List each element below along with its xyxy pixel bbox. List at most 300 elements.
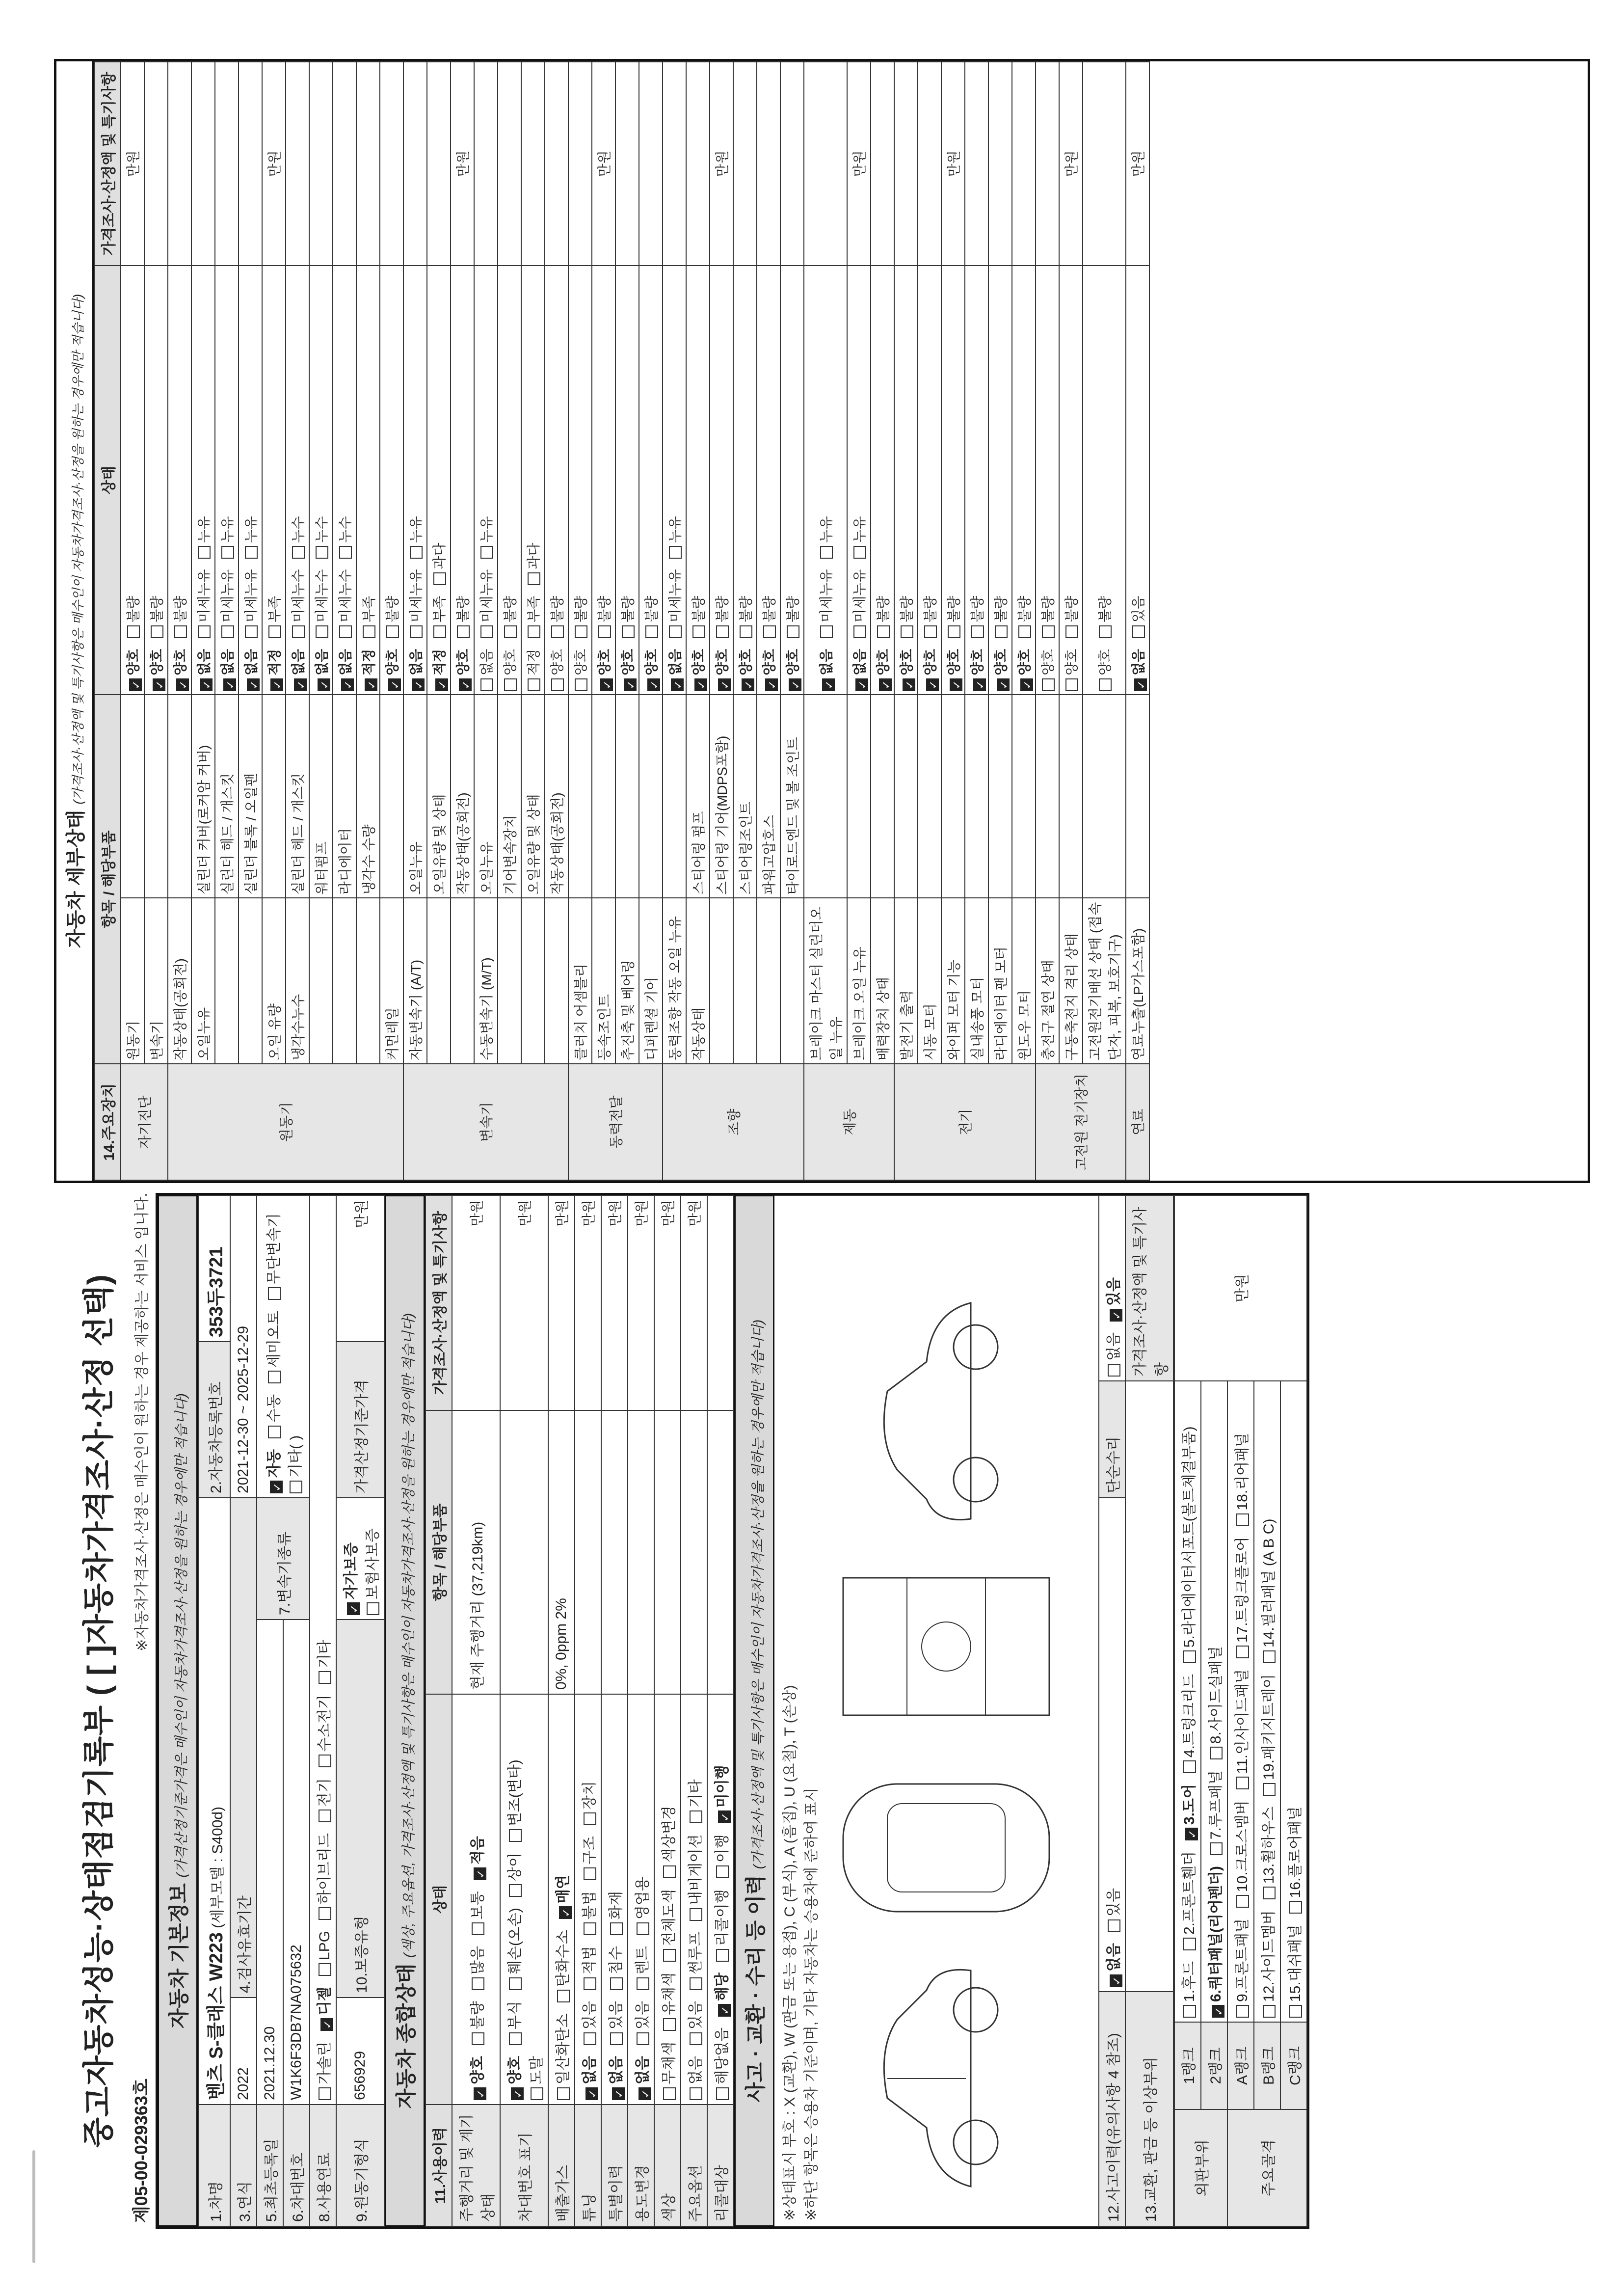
fuel-checkbox[interactable] xyxy=(312,1778,334,1822)
detail-checkbox[interactable] xyxy=(170,649,189,691)
checkbox-icon xyxy=(1065,678,1078,691)
checkbox-icon xyxy=(1236,1646,1249,1658)
option-label: 양호 xyxy=(503,648,518,675)
option-label: 있음 xyxy=(1106,1277,1122,1306)
detail-checkbox[interactable] xyxy=(264,649,284,691)
overall-checkbox[interactable] xyxy=(657,1806,678,1878)
detail-checkbox[interactable] xyxy=(547,596,566,638)
checkbox-icon xyxy=(1210,1842,1223,1855)
detail-group-label: 원동기 xyxy=(168,1064,403,1180)
option-label: 양호 xyxy=(597,648,612,675)
checkbox-icon: ✓ xyxy=(474,2087,486,2100)
detail-checkbox[interactable] xyxy=(476,516,496,558)
detail-price: 만원 xyxy=(592,62,615,266)
overall-checkbox[interactable] xyxy=(503,1908,524,1990)
rankA-checkbox[interactable] xyxy=(1230,1433,1251,1526)
rankA-checkbox[interactable] xyxy=(1230,1800,1251,1908)
detail-price xyxy=(804,62,847,266)
overall-checkbox[interactable] xyxy=(710,1889,731,1962)
detail-checkbox[interactable] xyxy=(1061,649,1081,691)
detail-checkbox[interactable] xyxy=(1128,596,1147,638)
detail-checkbox[interactable] xyxy=(240,649,260,691)
rank2-checkbox[interactable] xyxy=(1203,1866,1225,2018)
fuel-checkbox[interactable] xyxy=(312,2042,334,2100)
detail-price xyxy=(521,62,545,266)
rank2-checkbox[interactable] xyxy=(1203,1646,1225,1759)
option-label: 6.쿼터패널(리어펜더) xyxy=(1208,1866,1224,2002)
detail-checkbox[interactable] xyxy=(193,569,213,638)
detail-row xyxy=(988,62,1012,1180)
detail-checkbox[interactable] xyxy=(311,516,331,558)
detail-checkbox[interactable] xyxy=(335,569,354,638)
warranty-checkbox[interactable] xyxy=(339,1542,360,1615)
detail-checkbox[interactable] xyxy=(193,649,213,691)
checkbox-icon xyxy=(716,1949,729,1962)
overall-checkbox[interactable] xyxy=(503,1853,524,1897)
detail-subitem: 브레이크 오일 누유 xyxy=(847,898,871,1064)
overall-checkbox[interactable] xyxy=(683,2001,705,2045)
detail-checkbox[interactable] xyxy=(429,649,449,691)
detail-checkbox[interactable] xyxy=(849,516,869,558)
checkbox-icon xyxy=(669,625,682,638)
checkbox-icon xyxy=(690,1908,702,1921)
detail-checkbox[interactable] xyxy=(311,569,331,638)
detail-row xyxy=(427,62,451,1180)
detail-checkbox[interactable] xyxy=(523,596,543,638)
detail-checkbox[interactable] xyxy=(382,596,401,638)
overall-checkbox[interactable] xyxy=(683,1779,705,1823)
overall-checkbox[interactable] xyxy=(657,1889,678,1962)
overall-checkbox[interactable] xyxy=(683,1834,705,1921)
detail-options xyxy=(403,266,427,695)
option-label: 불량 xyxy=(785,595,800,622)
checkbox-icon: ✓ xyxy=(412,678,425,691)
detail-price xyxy=(568,62,592,266)
price-col: 가격조사·산정액 및 특기사항 xyxy=(426,1195,452,1410)
checkbox-icon xyxy=(551,678,564,691)
warranty-options xyxy=(336,1498,384,1620)
overall-checkbox[interactable] xyxy=(710,1972,731,2017)
detail-checkbox[interactable] xyxy=(920,596,939,638)
overall-checkbox[interactable] xyxy=(465,1946,487,1990)
detail-checkbox[interactable] xyxy=(759,649,778,691)
detail-checkbox[interactable] xyxy=(217,516,237,558)
option-label: 미세누유 xyxy=(220,569,235,622)
transmission-checkbox[interactable] xyxy=(283,1435,305,1493)
detail-checkbox[interactable] xyxy=(816,516,835,558)
detail-checkbox[interactable] xyxy=(782,649,802,691)
detail-checkbox[interactable] xyxy=(335,516,354,558)
detail-row xyxy=(686,62,710,1180)
option-label: 4.트렁크리드 xyxy=(1181,1674,1197,1758)
warranty-label: 10.보증유형 xyxy=(336,1620,384,1998)
detail-price xyxy=(733,62,757,266)
detail-status-header: 자동차 세부상태 (가격조사·산정액 및 특기사항은 매수인이 자동차가격조사·산정을 원하는 경우에만 적습니다) xyxy=(56,61,94,1181)
detail-checkbox[interactable] xyxy=(123,596,142,638)
detail-checkbox[interactable] xyxy=(429,543,449,585)
overall-checkbox[interactable] xyxy=(657,1972,678,2031)
detail-checkbox[interactable] xyxy=(816,649,835,691)
detail-checkbox[interactable] xyxy=(873,596,892,638)
detail-part xyxy=(592,695,615,898)
fuel-checkbox[interactable] xyxy=(312,1833,334,1920)
detail-price: 만원 xyxy=(1126,62,1149,266)
detail-checkbox[interactable] xyxy=(311,649,331,691)
rankA-checkbox[interactable] xyxy=(1230,1669,1251,1789)
transmission-checkbox[interactable] xyxy=(262,1449,283,1493)
overall-checkbox[interactable] xyxy=(577,1946,599,1990)
detail-checkbox[interactable] xyxy=(146,649,166,691)
detail-checkbox[interactable] xyxy=(1038,596,1057,638)
detail-checkbox[interactable] xyxy=(617,649,637,691)
detail-checkbox[interactable] xyxy=(688,596,708,638)
overall-status-note: (색상, 주요옵션, 가격조사·산정액 및 특기사항은 매수인이 자동차가격조사·산정을 원하는 경우에만 적습니다) xyxy=(401,1313,416,1958)
fuel-options xyxy=(310,1195,336,2105)
detail-checkbox[interactable] xyxy=(967,596,986,638)
detail-checkbox[interactable] xyxy=(452,649,472,691)
detail-checkbox[interactable] xyxy=(1014,649,1034,691)
checkbox-icon xyxy=(637,1922,649,1935)
detail-checkbox[interactable] xyxy=(990,596,1010,638)
overall-checkbox[interactable] xyxy=(465,2001,487,2045)
overall-row-detail xyxy=(575,1410,601,1694)
checkbox-icon: ✓ xyxy=(474,1867,486,1880)
overall-row-options xyxy=(654,1694,681,2105)
detail-checkbox[interactable] xyxy=(405,649,425,691)
detail-checkbox[interactable] xyxy=(217,649,237,691)
detail-checkbox[interactable] xyxy=(570,649,590,691)
overall-checkbox[interactable] xyxy=(465,1891,487,1935)
detail-subitem: 오일누유 xyxy=(191,898,215,1064)
overall-checkbox[interactable] xyxy=(604,1891,625,1935)
overall-checkbox[interactable] xyxy=(577,1781,599,1825)
option-label: 불량 xyxy=(1040,595,1056,622)
detail-checkbox[interactable] xyxy=(920,649,939,691)
option-label: 불량 xyxy=(993,595,1009,622)
option-label: 불량 xyxy=(970,595,985,622)
rankC-checkbox[interactable] xyxy=(1283,1924,1304,2018)
detail-checkbox[interactable] xyxy=(500,596,519,638)
detail-subitem: 고전원전기배선 상태 (접속단자, 피복, 보호기구) xyxy=(1083,898,1126,1064)
transmission-checkbox[interactable] xyxy=(262,1213,283,1300)
transmission-checkbox[interactable] xyxy=(262,1311,283,1383)
usage-history-col: 11.사용이력 xyxy=(426,2105,452,2226)
detail-checkbox[interactable] xyxy=(735,596,755,638)
warranty-checkbox[interactable] xyxy=(360,1528,382,1615)
overall-row xyxy=(500,1195,548,2226)
option-label: 내비게이션 xyxy=(688,1834,704,1906)
detail-options xyxy=(780,266,804,695)
rank2-checkbox[interactable] xyxy=(1203,1770,1225,1855)
detail-checkbox[interactable] xyxy=(896,649,916,691)
checkbox-icon xyxy=(598,625,611,638)
detail-row xyxy=(286,62,309,1180)
detail-row xyxy=(710,62,733,1180)
option-label: 자가보증 xyxy=(343,1542,359,1599)
overall-checkbox[interactable] xyxy=(710,1834,731,1878)
basic-info-table xyxy=(198,1195,385,2227)
option-label: 미세누수 xyxy=(291,569,306,622)
detail-checkbox[interactable] xyxy=(264,596,284,638)
detail-subitem: 추진축 및 베어링 xyxy=(615,898,639,1064)
checkbox-icon: ✓ xyxy=(718,1810,731,1823)
option-label: 양호 xyxy=(385,648,400,675)
accident-checkbox[interactable] xyxy=(1101,1943,1123,1987)
overall-checkbox[interactable] xyxy=(604,2056,625,2100)
detail-checkbox[interactable] xyxy=(943,649,963,691)
detail-checkbox[interactable] xyxy=(429,596,449,638)
detail-checkbox[interactable] xyxy=(759,596,778,638)
detail-checkbox[interactable] xyxy=(688,649,708,691)
option-label: 화재 xyxy=(608,1891,624,1920)
option-label: 없음 xyxy=(220,648,235,675)
rankB-checkbox[interactable] xyxy=(1256,1674,1278,1796)
checkbox-icon xyxy=(1183,1650,1196,1663)
detail-subitem xyxy=(451,898,474,1064)
fuel-checkbox[interactable] xyxy=(312,1987,334,2031)
overall-checkbox[interactable] xyxy=(577,1836,599,1880)
fuel-checkbox[interactable] xyxy=(317,1931,333,1976)
detail-checkbox[interactable] xyxy=(170,596,189,638)
detail-checkbox[interactable] xyxy=(990,649,1010,691)
detail-checkbox[interactable] xyxy=(1094,649,1114,691)
option-label: 불량 xyxy=(503,595,518,622)
option-label: 있음 xyxy=(688,2001,704,2030)
rank1-checkbox[interactable] xyxy=(1177,1784,1198,1840)
detail-checkbox[interactable] xyxy=(735,649,755,691)
detail-checkbox[interactable] xyxy=(967,649,986,691)
rankA-checkbox[interactable] xyxy=(1230,1537,1251,1659)
detail-checkbox[interactable] xyxy=(943,596,963,638)
checkbox-icon xyxy=(528,678,540,691)
rank1-checkbox[interactable] xyxy=(1177,1961,1198,2018)
option-label: 부족 xyxy=(267,595,282,622)
detail-subitem: 발전기 출력 xyxy=(894,898,918,1064)
detail-checkbox[interactable] xyxy=(1061,596,1081,638)
detail-checkbox[interactable] xyxy=(382,649,401,691)
rankB-checkbox[interactable] xyxy=(1256,1910,1278,2018)
detail-subitem: 구동축전지 격리 상태 xyxy=(1059,898,1083,1064)
overall-checkbox[interactable] xyxy=(604,2001,625,2045)
detail-checkbox[interactable] xyxy=(782,596,802,638)
detail-checkbox[interactable] xyxy=(123,649,142,691)
rankB-checkbox[interactable] xyxy=(1256,1807,1278,1900)
overall-checkbox[interactable] xyxy=(683,2056,705,2100)
detail-checkbox[interactable] xyxy=(849,569,869,638)
checkbox-icon xyxy=(610,2032,623,2045)
overall-checkbox[interactable] xyxy=(465,2056,487,2100)
checkbox-icon: ✓ xyxy=(950,678,962,691)
detail-subitem: 브레이크 마스터 실린더오일 누유 xyxy=(804,898,847,1064)
simple-repair-options xyxy=(1099,1195,1125,1381)
transmission-label: 7.변속기종류 xyxy=(257,1498,310,1620)
rankB-checkbox[interactable] xyxy=(1256,1519,1278,1664)
option-label: 많음 xyxy=(470,1946,486,1975)
detail-checkbox[interactable] xyxy=(873,649,892,691)
detail-price xyxy=(1036,62,1059,266)
overall-row-label: 용도변경 xyxy=(628,2105,654,2226)
detail-checkbox[interactable] xyxy=(816,569,835,638)
detail-checkbox[interactable] xyxy=(358,596,378,638)
overall-checkbox[interactable] xyxy=(710,2027,731,2100)
checkbox-icon xyxy=(575,678,587,691)
option-label: 없음 xyxy=(1106,1332,1122,1361)
checkbox-icon: ✓ xyxy=(879,678,892,691)
fuel-checkbox[interactable] xyxy=(312,1640,334,1684)
detail-checkbox[interactable] xyxy=(405,569,425,638)
overall-checkbox[interactable] xyxy=(630,1877,652,1935)
detail-checkbox[interactable] xyxy=(523,543,543,585)
rankA-checkbox[interactable] xyxy=(1230,1918,1251,2018)
detail-checkbox[interactable] xyxy=(193,516,213,558)
checkbox-icon xyxy=(1263,1887,1276,1899)
checkbox-icon: ✓ xyxy=(1020,678,1033,691)
overall-checkbox[interactable] xyxy=(577,2001,599,2045)
detail-checkbox[interactable] xyxy=(641,649,661,691)
accident-checkbox[interactable] xyxy=(1101,1888,1123,1932)
detail-part: 작동상태(공회전) xyxy=(451,695,474,898)
option-label: 양호 xyxy=(715,648,730,675)
detail-checkbox[interactable] xyxy=(641,596,661,638)
overall-checkbox[interactable] xyxy=(630,2001,652,2045)
detail-checkbox[interactable] xyxy=(240,569,260,638)
overall-checkbox[interactable] xyxy=(630,1946,652,1990)
detail-checkbox[interactable] xyxy=(146,596,166,638)
detail-group-label: 변속기 xyxy=(403,1064,568,1180)
detail-checkbox[interactable] xyxy=(476,649,496,691)
detail-checkbox[interactable] xyxy=(288,569,307,638)
detail-part: 오일유량 및 상태 xyxy=(521,695,545,898)
detail-checkbox[interactable] xyxy=(547,649,566,691)
overall-checkbox[interactable] xyxy=(503,1759,524,1842)
detail-checkbox[interactable] xyxy=(665,569,684,638)
overall-row xyxy=(654,1195,681,2226)
first-reg-date: 2021.12.30 xyxy=(257,1620,283,2105)
fuel-checkbox[interactable] xyxy=(312,1695,334,1767)
rank1-checkbox[interactable] xyxy=(1177,1851,1198,1950)
checkbox-icon xyxy=(551,625,564,638)
option-label: 없음 xyxy=(1131,648,1146,675)
detail-checkbox[interactable] xyxy=(1094,596,1114,638)
overall-row xyxy=(601,1195,628,2226)
overall-checkbox[interactable] xyxy=(551,1875,572,1919)
option-label: 과다 xyxy=(526,542,541,569)
option-label: 불량 xyxy=(899,595,914,622)
detail-checkbox[interactable] xyxy=(523,649,543,691)
option-label: 양호 xyxy=(993,648,1009,675)
scan-edge-mark xyxy=(32,2150,35,2263)
detail-checkbox[interactable] xyxy=(594,649,613,691)
detail-checkbox[interactable] xyxy=(712,649,731,691)
detail-checkbox[interactable] xyxy=(1014,596,1034,638)
detail-checkbox[interactable] xyxy=(665,516,684,558)
detail-options xyxy=(1036,266,1059,695)
option-label: 누수 xyxy=(338,516,353,543)
detail-options xyxy=(639,266,663,695)
detail-checkbox[interactable] xyxy=(500,649,519,691)
overall-checkbox[interactable] xyxy=(657,2042,678,2100)
detail-checkbox[interactable] xyxy=(712,596,731,638)
detail-checkbox[interactable] xyxy=(1128,649,1147,691)
detail-checkbox[interactable] xyxy=(665,649,684,691)
overall-checkbox[interactable] xyxy=(710,1765,731,1823)
checkbox-icon xyxy=(174,625,187,638)
checkbox-icon xyxy=(853,546,866,559)
option-label: 하이브리드 xyxy=(317,1833,333,1905)
detail-checkbox[interactable] xyxy=(405,516,425,558)
checkbox-icon xyxy=(1183,1938,1196,1950)
option-label: 누수 xyxy=(314,516,329,543)
detail-checkbox[interactable] xyxy=(452,596,472,638)
overall-checkbox[interactable] xyxy=(503,2001,524,2045)
overall-checkbox[interactable] xyxy=(683,1932,705,1990)
option-label: 없음 xyxy=(819,648,834,675)
overall-checkbox[interactable] xyxy=(551,2013,572,2100)
rank1-checkbox[interactable] xyxy=(1177,1674,1198,1773)
vin: W1K6F3DB7NA075632 xyxy=(283,1620,310,2105)
overall-checkbox[interactable] xyxy=(604,1946,625,1990)
checkbox-icon xyxy=(584,1922,596,1935)
detail-checkbox[interactable] xyxy=(217,569,237,638)
detail-checkbox[interactable] xyxy=(358,649,378,691)
detail-part xyxy=(894,695,918,898)
overall-row-options xyxy=(452,1694,500,2105)
detail-options xyxy=(356,266,380,695)
transmission-checkbox[interactable] xyxy=(262,1394,283,1438)
detail-checkbox[interactable] xyxy=(288,516,307,558)
checkbox-icon: ✓ xyxy=(153,678,165,691)
detail-checkbox[interactable] xyxy=(476,569,496,638)
option-label: 누유 xyxy=(819,516,834,543)
option-label: 불량 xyxy=(455,595,471,622)
option-label: 일산화탄소 xyxy=(555,2013,571,2084)
rank1-checkbox[interactable] xyxy=(1177,1426,1198,1663)
option-label: 1.후드 xyxy=(1181,1961,1197,2002)
detail-options xyxy=(804,266,847,695)
overall-checkbox[interactable] xyxy=(577,1891,599,1935)
overall-checkbox[interactable] xyxy=(524,2056,546,2100)
checkbox-icon xyxy=(339,625,352,638)
overall-checkbox[interactable] xyxy=(577,2056,599,2100)
simple-repair-checkbox[interactable] xyxy=(1101,1332,1123,1377)
detail-row xyxy=(498,62,521,1180)
detail-row xyxy=(663,62,686,1180)
detail-checkbox[interactable] xyxy=(570,596,590,638)
detail-checkbox[interactable] xyxy=(617,596,637,638)
detail-checkbox[interactable] xyxy=(1038,649,1057,691)
detail-checkbox[interactable] xyxy=(849,649,869,691)
overall-checkbox[interactable] xyxy=(630,2056,652,2100)
inspection-sheet xyxy=(54,59,1590,2229)
checkbox-icon xyxy=(339,546,352,559)
overall-checkbox[interactable] xyxy=(503,2056,524,2100)
detail-checkbox[interactable] xyxy=(896,596,916,638)
simple-repair-checkbox[interactable] xyxy=(1101,1277,1123,1322)
overall-row-price: 만원 xyxy=(575,1195,601,1410)
rankC-checkbox[interactable] xyxy=(1283,1807,1304,1914)
checkbox-icon xyxy=(531,2087,543,2100)
detail-checkbox[interactable] xyxy=(594,596,613,638)
checkbox-icon xyxy=(716,625,729,638)
detail-checkbox[interactable] xyxy=(240,516,260,558)
detail-checkbox[interactable] xyxy=(288,649,307,691)
option-label: 상이 xyxy=(507,1853,523,1882)
checkbox-icon xyxy=(1236,1513,1249,1526)
overall-checkbox[interactable] xyxy=(465,1836,487,1880)
overall-checkbox[interactable] xyxy=(551,1930,572,2002)
detail-checkbox[interactable] xyxy=(335,649,354,691)
detail-price xyxy=(965,62,988,266)
